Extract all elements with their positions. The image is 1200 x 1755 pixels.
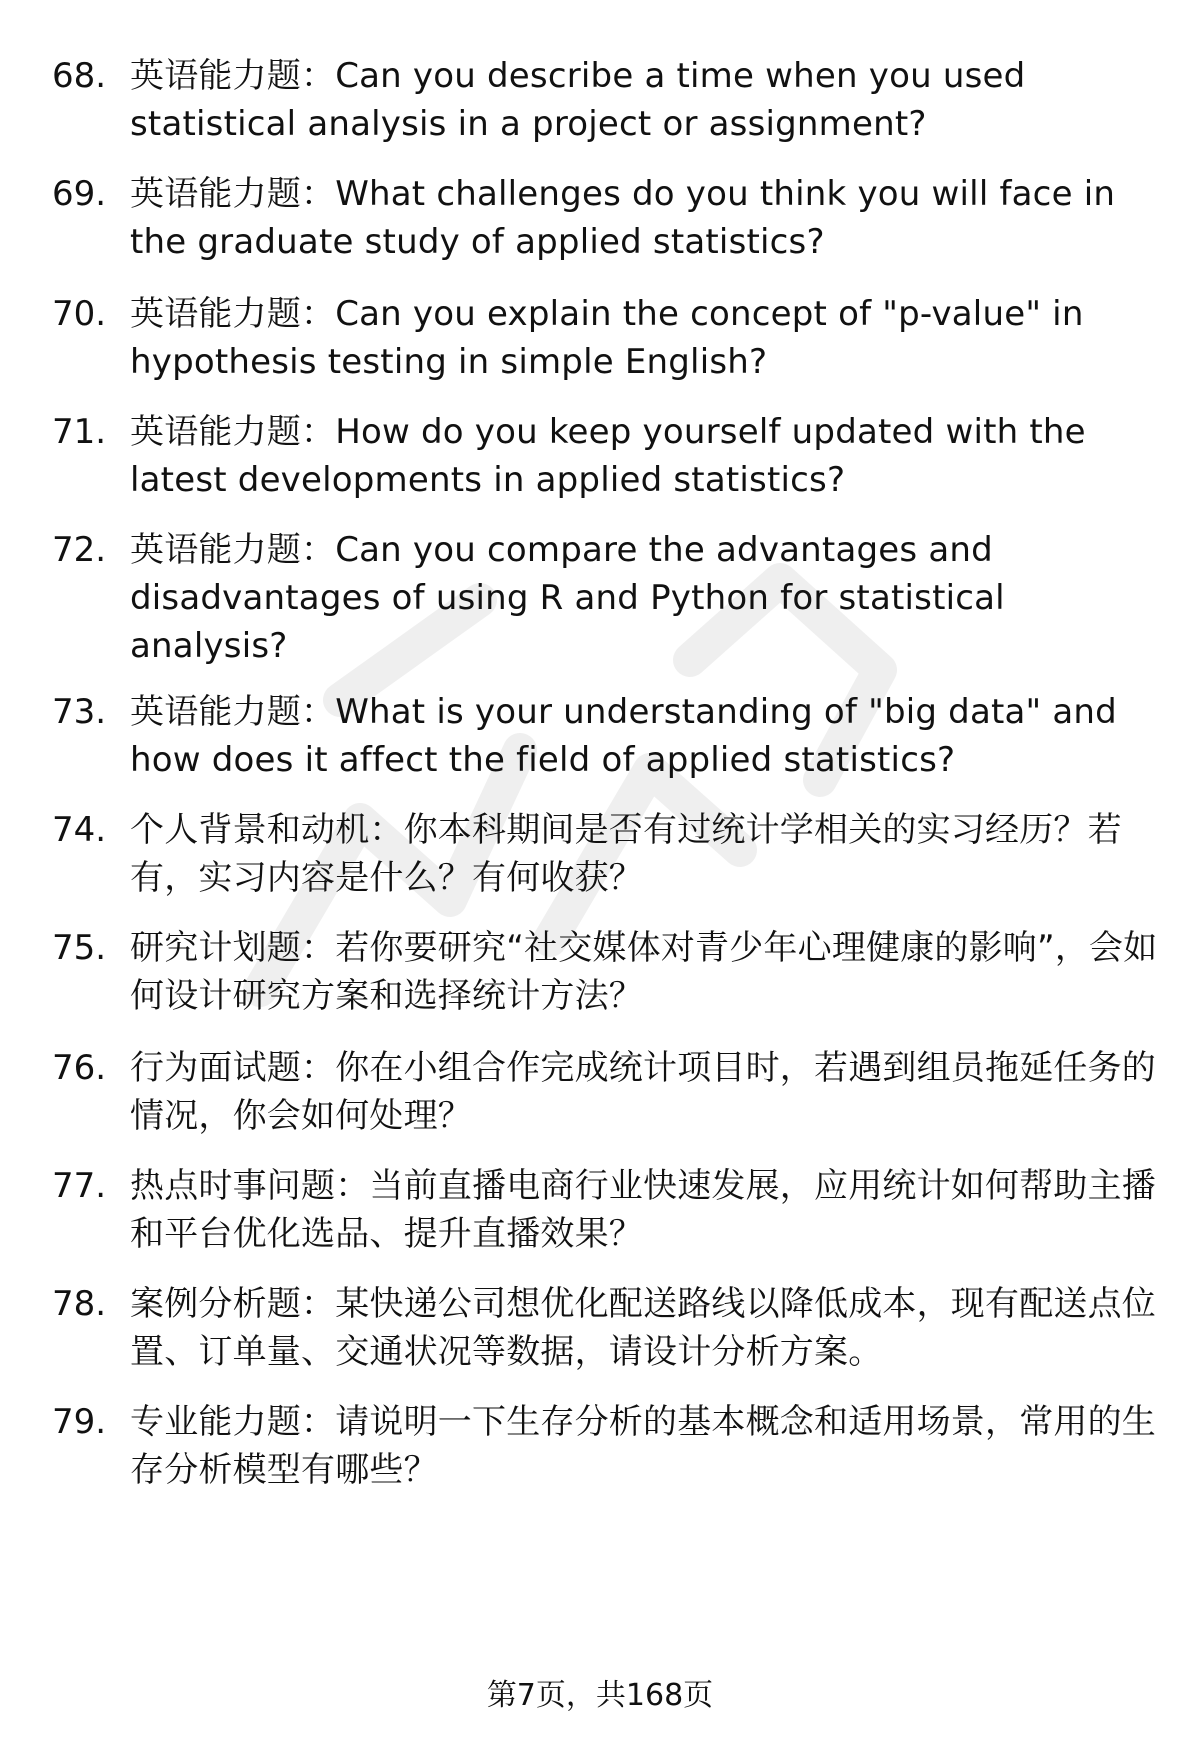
question-number: 73. [52,692,107,732]
question-text: 英语能力题：Can you compare the advantages and disadvantages of using R and Python for statistical analysis? [130,530,1005,666]
question-text: 英语能力题：Can you explain the concept of "p-value" in hypothesis testing in simple English? [130,294,1084,382]
question-number: 72. [52,530,107,570]
question-number: 78. [52,1284,107,1324]
question-text: 英语能力题：How do you keep yourself updated with the latest developments in applied statistics? [130,412,1086,500]
question-text: 热点时事问题：当前直播电商行业快速发展，应用统计如何帮助主播和平台优化选品、提升直播效果？ [130,1166,1156,1254]
question-text: 案例分析题：某快递公司想优化配送路线以降低成本，现有配送点位置、订单量、交通状况等数据，请设计分析方案。 [130,1284,1156,1372]
question-text: 英语能力题：Can you describe a time when you used statistical analysis in a project or assignment? [130,56,1026,144]
question-text: 专业能力题：请说明一下生存分析的基本概念和适用场景，常用的生存分析模型有哪些？ [130,1402,1156,1490]
question-text: 研究计划题：若你要研究“社交媒体对青少年心理健康的影响”，会如何设计研究方案和选择统计方法？ [130,928,1158,1016]
question-number: 76. [52,1048,107,1088]
question-number: 69. [52,174,107,214]
question-item [52,1044,1162,1140]
question-item [52,290,1162,386]
question-item [52,806,1162,902]
question-number: 71. [52,412,107,452]
question-item [52,52,1162,148]
question-number: 70. [52,294,107,334]
question-item [52,688,1162,784]
question-item [52,1398,1162,1494]
question-text: 英语能力题：What is your understanding of "big data" and how does it affect the field of applied statistics? [130,692,1117,780]
question-item [52,526,1162,670]
page-footer: 第7页，共168页 [486,1678,714,1713]
question-item [52,1162,1162,1258]
question-item [52,1280,1162,1376]
question-number: 75. [52,928,107,968]
question-number: 79. [52,1402,107,1442]
question-text: 个人背景和动机：你本科期间是否有过统计学相关的实习经历？若有，实习内容是什么？有何收获？ [130,810,1122,898]
question-item [52,408,1162,504]
question-text: 行为面试题：你在小组合作完成统计项目时，若遇到组员拖延任务的情况，你会如何处理？ [130,1048,1156,1136]
question-number: 77. [52,1166,107,1206]
question-item [52,924,1162,1020]
question-number: 68. [52,56,107,96]
question-number: 74. [52,810,107,850]
question-item [52,170,1162,266]
question-text: 英语能力题：What challenges do you think you will face in the graduate study of applied statistics? [130,174,1116,262]
